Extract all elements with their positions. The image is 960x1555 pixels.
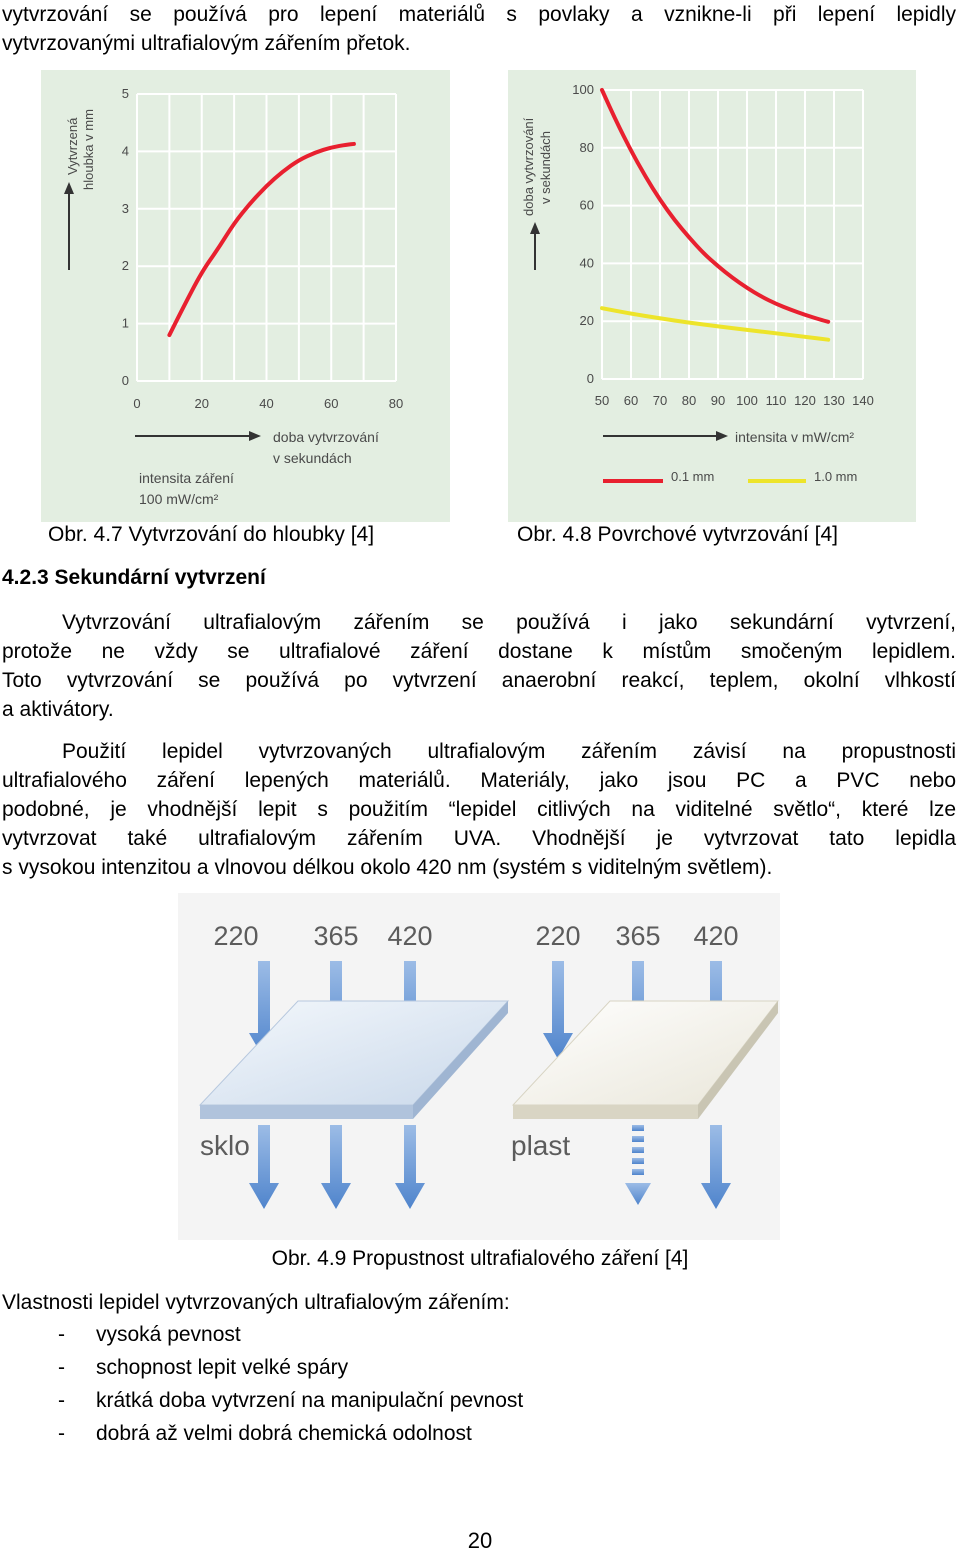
y-tick-label: 60 (579, 197, 594, 213)
x-tick-label: 140 (852, 393, 874, 408)
list-item (2, 1384, 902, 1417)
figure-4-9-caption: Obr. 4.9 Propustnost ultrafialového záření [4] (271, 1247, 689, 1270)
x-tick-label: 0 (133, 396, 141, 411)
list-dash: - (58, 1323, 65, 1346)
y-axis-label-1: doba vytvrzování (521, 117, 536, 216)
p1-line-2: protože ne vždy se ultrafialové záření dostane k místům smočeným lepidlem. (2, 640, 956, 663)
x-tick-label: 90 (710, 393, 726, 408)
x-tick-label: 130 (823, 393, 845, 408)
label-plastic: plast (511, 1130, 571, 1161)
figure-4-8 (508, 70, 916, 522)
x-tick-label: 20 (194, 396, 209, 411)
y-tick-label: 20 (579, 313, 594, 329)
x-tick-label: 100 (736, 393, 758, 408)
y-axis-label-2: v sekundách (538, 131, 553, 204)
dashed-arrow-segment (632, 1147, 644, 1153)
wavelength-left-220: 220 (213, 921, 259, 951)
x-tick-label: 40 (259, 396, 274, 411)
wavelength-left-365: 365 (313, 921, 359, 951)
list-item (2, 1318, 902, 1351)
wavelength-right-365: 365 (615, 921, 661, 951)
x-tick-label: 110 (765, 393, 787, 408)
wavelength-left-420: 420 (387, 921, 433, 951)
p2-line-3: podobné, je vhodnější lepit s použitím “lepidel citlivých na viditelné světlo“, které lze (2, 798, 956, 821)
wavelength-right-220: 220 (535, 921, 581, 951)
x-tick-label: 50 (594, 393, 610, 408)
figure-4-8-caption: Obr. 4.8 Povrchové vytvrzování [4] (517, 523, 838, 546)
p2-line-1: Použití lepidel vytvrzovaných ultrafialovým zářením závisí na propustnosti (62, 740, 956, 763)
y-axis-label-2: hloubka v mm (81, 109, 96, 190)
p2-line-5: s vysokou intenzitou a vlnovou délkou okolo 420 nm (systém s viditelným světlem). (2, 856, 773, 879)
list-dash: - (58, 1422, 65, 1445)
x-axis-label-1: doba vytvrzování (273, 429, 379, 445)
chart-background (41, 70, 450, 522)
x-tick-label: 80 (388, 396, 404, 411)
section-heading: 4.2.3 Sekundární vytvrzení (2, 566, 266, 589)
properties-section (2, 1288, 902, 1450)
p2-line-2: ultrafialového záření lepených materiálů. Materiály, jako jsou PC a PVC nebo (2, 769, 956, 792)
list-item-text: krátká doba vytvrzení na manipulační pevnost (96, 1389, 524, 1412)
list-item-text: schopnost lepit velké spáry (96, 1356, 349, 1379)
figure-4-7 (41, 70, 450, 522)
chart-surface-curing (508, 70, 916, 522)
intensity-label-1: intensita záření (139, 470, 234, 486)
list-item (2, 1417, 902, 1450)
p1-line-4: a aktivátory. (2, 698, 114, 721)
figure-4-9 (178, 893, 780, 1240)
figure-4-7-caption: Obr. 4.7 Vytvrzování do hloubky [4] (48, 523, 375, 546)
x-axis-label: intensita v mW/cm² (735, 429, 855, 445)
list-item-text: vysoká pevnost (96, 1323, 241, 1346)
page-number: 20 (467, 1528, 493, 1553)
intro-line-1: vytvrzování se používá pro lepení materiálů s povlaky a vznikne-li při lepení lepidly (2, 3, 956, 26)
dashed-arrow-segment (632, 1158, 644, 1164)
label-glass: sklo (200, 1130, 250, 1161)
y-tick-label: 100 (572, 82, 594, 97)
y-tick-label: 40 (579, 255, 594, 271)
p2-line-4: vytvrzovat také ultrafialovým zářením UVA. Vhodnější je vytvrzovat tato lepidla (2, 827, 956, 850)
p1-line-3: Toto vytvrzování se používá po vytvrzení anaerobní reakcí, teplem, okolní vlhkostí (2, 669, 956, 692)
legend-label-1-0mm: 1.0 mm (814, 469, 858, 484)
x-tick-label: 120 (794, 393, 816, 408)
list-item (2, 1351, 902, 1384)
legend-label-0-1mm: 0.1 mm (671, 469, 715, 484)
y-tick-label: 3 (121, 200, 129, 216)
dashed-arrow-segment (632, 1169, 644, 1175)
x-tick-label: 80 (681, 393, 697, 408)
list-dash: - (58, 1389, 65, 1412)
y-tick-label: 0 (121, 373, 129, 388)
intro-line-2: vytvrzovanými ultrafialovým zářením přetok. (2, 32, 411, 55)
p1-line-1: Vytvrzování ultrafialovým zářením se používá i jako sekundární vytvrzení, (62, 611, 956, 634)
uv-transmission-illustration (178, 893, 780, 1240)
y-tick-label: 5 (121, 86, 129, 101)
properties-title: Vlastnosti lepidel vytvrzovaných ultrafialovým zářením: (2, 1291, 510, 1314)
y-axis-label-1: Vytvrzená (65, 117, 80, 175)
list-dash: - (58, 1356, 65, 1379)
x-tick-label: 60 (324, 396, 339, 411)
y-tick-label: 4 (121, 143, 129, 159)
x-tick-label: 60 (623, 393, 639, 408)
y-tick-label: 0 (586, 371, 594, 386)
x-tick-label: 70 (652, 393, 668, 408)
list-item-text: dobrá až velmi dobrá chemická odolnost (96, 1422, 472, 1445)
x-axis-label-2: v sekundách (273, 450, 352, 466)
chart-depth-curing (41, 70, 450, 522)
chart-background (508, 70, 916, 522)
dashed-arrow-segment (632, 1125, 644, 1131)
wavelength-right-420: 420 (693, 921, 739, 951)
dashed-arrow-segment (632, 1136, 644, 1142)
intensity-label-2: 100 mW/cm² (139, 491, 219, 507)
y-tick-label: 2 (121, 258, 129, 274)
y-tick-label: 1 (121, 315, 129, 331)
y-tick-label: 80 (579, 139, 594, 155)
